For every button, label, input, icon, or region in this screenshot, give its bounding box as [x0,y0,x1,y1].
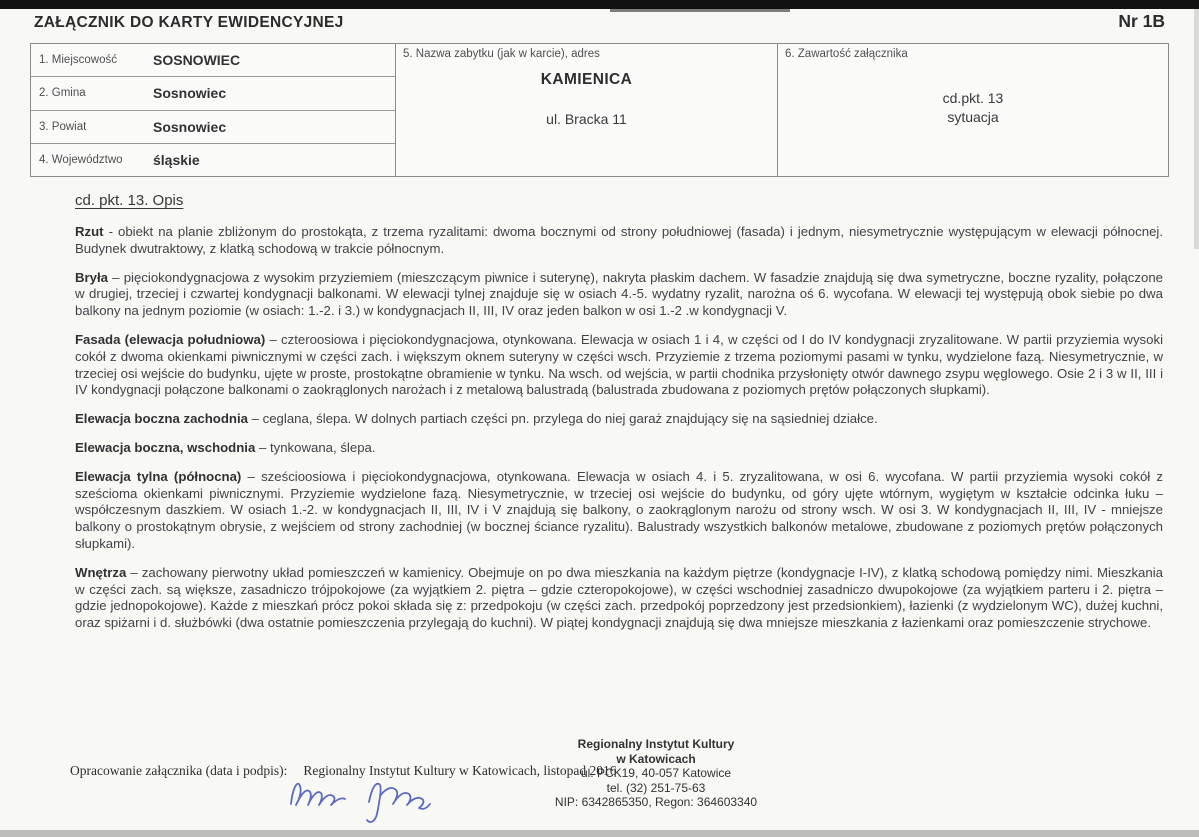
location-fields-column [31,44,396,176]
attachment-content [778,89,1168,127]
attachment-cell-caption: 6. Zawartość załącznika [785,48,908,60]
scan-edge-bottom [0,830,1199,837]
paragraph-elewacja-zachodnia [75,411,1163,428]
paragraph-label: Fasada (elewacja południowa) [75,331,266,347]
description-section [75,192,1163,644]
field-label: 2. Gmina [39,87,86,100]
attachment-line-2: sytuacja [947,109,999,125]
attachment-cell [778,44,1168,176]
field-label: 4. Województwo [39,153,123,166]
page-title: ZAŁĄCZNIK DO KARTY EWIDENCYJNEJ [34,14,344,31]
field-value: śląskie [153,151,200,168]
stamp-name-line-1: Regionalny Instytut Kultury [577,737,735,751]
stamp-name-line-2: w Katowicach [616,751,696,766]
paragraph-rzut [75,224,1163,258]
field-row-gmina [31,77,395,110]
paragraph-text: – zachowany pierwotny układ pomieszczeń w kamienicy. Obejmuje on po dwa mieszkania na każdym piętrze (kondygnacje I-IV), z klatką schodową pomiędzy nimi. Mieszkania w części zach. są większe, zasadniczo trójpokojowe (za wyjątkiem 2. piętra – gdzie czteropokojowe), w części wschodniej zasadniczo dwupokojowe (za wyjątkiem parteru i 2. piętra – gdzie jednopokojowe). Każde z mieszkań prócz pokoi składa się z: przedpokoju (w części zach. przedpokój poprzedzony jest przedsionkiem), łazienki (z wydzielonym WC), dużej kuchni, oraz spiżarni i d. służbówki (dwa ostatnie pomieszczenia przylegają do kuchni). W piątej kondygnacji znajdują się dwa mniejsze mieszkania z łazienkami oraz pomieszczenie strychowe. [75,564,1163,631]
stamp-phone: tel. (32) 251-75-63 [606,780,706,795]
monument-address: ul. Bracka 11 [546,111,627,127]
paragraph-text: - obiekt na planie zbliżonym do prostokąta, z trzema ryzalitami: dwoma bocznymi od strony południowej (fasada) i jednym, niesymetrycznie występującym w elewacji północnej. Budynek dwutraktowy, z klatką schodową w trakcie północnym. [75,224,1163,256]
paragraph-label: Elewacja boczna zachodnia [75,411,248,427]
attachment-number: Nr 1B [1118,11,1165,31]
stamp-nip-regon: NIP: 6342865350, Regon: 364603340 [554,795,758,809]
paragraph-label: Bryła [75,269,108,285]
paragraph-label: Elewacja tylna (północna) [75,468,242,484]
paragraph-elewacja-wschodnia [75,440,1163,457]
field-label: 1. Miejscowość [39,54,117,67]
footer-prepared-by: Regionalny Instytut Kultury w Katowicach, listopad 2016 [303,763,617,778]
field-value: Sosnowiec [153,118,227,135]
paragraph-bryla [75,270,1163,320]
field-row-wojewodztwo [31,144,395,176]
attachment-line-1: cd.pkt. 13 [942,90,1004,106]
paragraph-elewacja-tylna [75,469,1163,553]
institution-stamp [540,737,772,810]
field-value: SOSNOWIEC [153,52,241,69]
paragraph-text: – tynkowana, ślepa. [255,439,376,455]
section-heading: cd. pkt. 13. Opis [75,192,184,209]
field-label: 3. Powiat [39,120,87,133]
scan-edge-right [1194,9,1199,249]
monument-cell-caption: 5. Nazwa zabytku (jak w karcie), adres [403,48,600,60]
stamp-address: ul. PCK19, 40-057 Katowice [580,766,732,780]
handwritten-signature [283,774,453,826]
field-row-powiat [31,111,395,144]
paragraph-label: Elewacja boczna, wschodnia [75,439,256,455]
header-table [30,43,1169,177]
paragraph-text: – czteroosiowa i pięciokondygnacjowa, otynkowana. Elewacja w osiach 1 i 4, w części od I do IV kondygnacji zryzalitowane. W partii przyziemia wysoki cokół z dwoma okienkami piwnicznymi w części zach. i większym oknem suteryny w części wsch. Przyziemie z trzema poziomymi pasami w tynku, wydzielone fazą. Niesymetrycznie, w trzeciej osi wejście do budynku, ujęte w proste, prostokątne obramienie w tynku. Na wsch. od wejścia, w partii chodnika przysłonięty otwór dawnego zsypu węglowego. Osie 2 i 3 w II, III i IV kondygnacji połączone balkonami o zaokrąglonych narożach i z metalową balustradą (balustrada zbudowana z poziomych prętów połączonych słupkami). [75,331,1163,398]
footer-prepared-label: Opracowanie załącznika (data i podpis): [70,763,288,778]
paragraph-label: Wnętrza [75,564,127,580]
paragraph-label: Rzut [75,224,104,239]
paragraph-fasada [75,332,1163,399]
paragraph-text: – pięciokondygnacjowa z wysokim przyziemiem (mieszczącym piwnice i suterynę), nakryta płaskim dachem. W fasadzie znajdują się dwa symetryczne, boczne ryzality, połączone w drugiej, trzeciej i czwartej kondygnacji balkonami. W elewacji tylnej znajduje się w osiach 4.-5. wydatny ryzalit, narożna oś 6. wycofana. W elewacji tej występują obok siebie po dwa balkony na jednym poziomie (w osiach: 1.-2. i 3.) w kondygnacjach II, III, IV oraz jeden balkon w osi 1.-2 .w kondygnacji V. [75,269,1163,319]
monument-cell [396,44,778,176]
field-value: Sosnowiec [153,85,227,102]
paragraph-text: – sześcioosiowa i pięciokondygnacjowa, otynkowana. Elewacja w osiach 4. i 5. zryzalitowana, w osi 6. wycofana. W partii przyziemia wysoki cokół z sześcioma okienkami piwnicznymi. Przyziemie wydzielone fazą. Niesymetrycznie, w trzeciej osi wejście do budynku, od góry ujęte wtórnym, wygiętym w kształcie odcinka łuku – współczesnym daszkiem. W osiach 1.-2. w kondygnacjach II, III, IV i V znajdują się balkony, o zaokrąglonym narożu od strony wsch. W osi 3. W kondygnacjach II, III, IV - mniejsze balkony o prostokątnym obrysie, z wejściem od strony zachodniej (w bocznej ściance ryzalitu). Balustrady wszystkich balkonów metalowe, zbudowane z poziomych prętów połączonych słupkami). [75,468,1164,551]
field-row-miejscowosc [31,44,395,77]
scan-edge-top [0,0,1199,9]
paragraph-text: – ceglana, ślepa. W dolnych partiach części pn. przylega do niej garaż znajdujący się na sąsiedniej działce. [247,411,878,427]
paragraph-wnetrza [75,565,1163,632]
monument-name: KAMIENICA [540,71,633,88]
